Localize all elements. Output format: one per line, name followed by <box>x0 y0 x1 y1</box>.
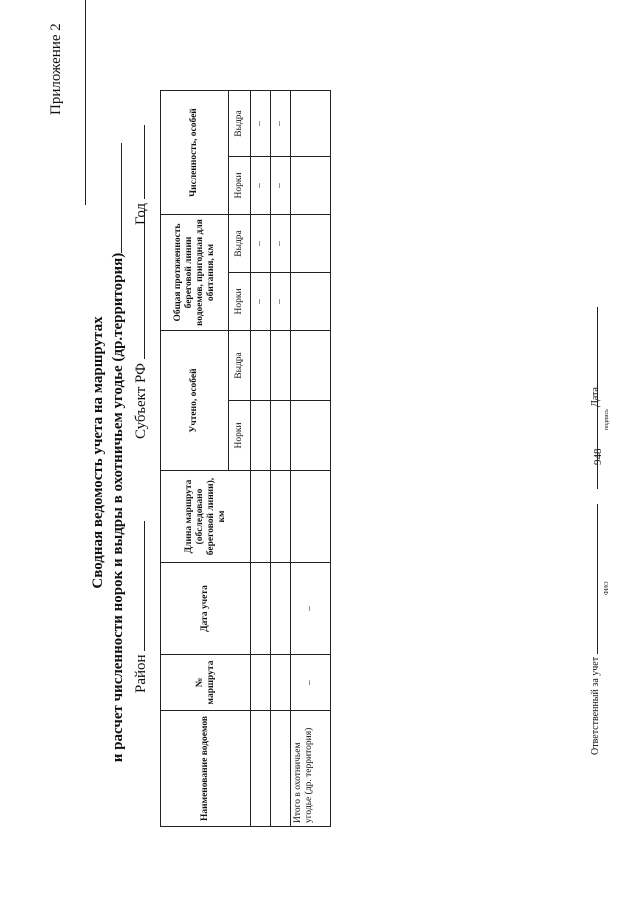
year-blank <box>144 125 145 199</box>
year-label: Год <box>133 202 149 225</box>
table-cell: – <box>251 273 271 331</box>
document-subtitle <box>110 0 127 905</box>
table-cell <box>251 655 271 711</box>
subheader-otter: Выдра <box>229 215 251 273</box>
table-cell <box>251 563 271 655</box>
district-label: Район <box>133 654 149 693</box>
total-route-dash: – <box>291 655 331 711</box>
district-field <box>133 521 150 693</box>
date-blank <box>597 307 598 385</box>
header-population: Численность, особей <box>161 91 229 215</box>
territory-blank <box>121 143 122 253</box>
table-cell <box>271 401 291 471</box>
table-cell: – <box>271 215 291 273</box>
table-cell <box>291 331 331 401</box>
appendix-underline <box>85 0 86 205</box>
responsible-label: Ответственный за учет <box>590 656 601 755</box>
table-cell: – <box>251 215 271 273</box>
table-cell <box>291 273 331 331</box>
table-cell <box>251 331 271 401</box>
subheader-mink: Норки <box>229 157 251 215</box>
table-cell <box>271 563 291 655</box>
page-number: 948 <box>592 448 604 465</box>
table-row <box>251 91 271 827</box>
table-cell <box>291 471 331 563</box>
subheader-mink: Норки <box>229 401 251 471</box>
document-title: Сводная ведомость учета на маршрутах <box>90 316 106 589</box>
subject-field <box>133 209 150 439</box>
table-cell: – <box>271 91 291 157</box>
total-label: Итого в охотничьем угодье (др. территория) <box>291 711 331 827</box>
subheader-otter: Выдра <box>229 91 251 157</box>
district-blank <box>144 521 145 651</box>
date-field <box>590 307 601 407</box>
table-cell: – <box>251 157 271 215</box>
table-cell <box>291 91 331 157</box>
total-row <box>291 91 331 827</box>
table-cell: – <box>271 273 291 331</box>
table-cell: – <box>271 157 291 215</box>
table-cell <box>291 215 331 273</box>
table-cell <box>251 711 271 827</box>
table-row <box>271 91 291 827</box>
appendix-label: Приложение 2 <box>48 23 64 115</box>
document-subtitle-text: и расчет численности норок и выдры в охотничьем угодье (др.территория) <box>110 252 126 763</box>
table-cell <box>251 471 271 563</box>
table-cell <box>251 401 271 471</box>
date-label: Дата <box>590 387 601 407</box>
header-date: Дата учета <box>161 563 251 655</box>
table-cell <box>271 331 291 401</box>
fio-blank <box>597 504 598 654</box>
fio-caption: ФИО <box>604 581 610 595</box>
year-field <box>133 125 150 225</box>
table-cell <box>271 471 291 563</box>
subheader-otter: Выдра <box>229 331 251 401</box>
table-cell <box>291 401 331 471</box>
subject-blank <box>144 209 145 359</box>
subheader-mink: Норки <box>229 273 251 331</box>
header-shoreline: Общая протяженность береговой линии водоемов, пригодная для обитания, км <box>161 215 229 331</box>
header-water-name: Наименование водоемов <box>161 711 251 827</box>
table-cell <box>271 655 291 711</box>
header-route-length: Длина маршрута (обследовано береговой линии), км <box>161 471 251 563</box>
census-table <box>160 90 331 827</box>
header-route-number: № маршрута <box>161 655 251 711</box>
table-cell <box>291 157 331 215</box>
header-counted: Учтено, особей <box>161 331 229 471</box>
total-date-dash: – <box>291 563 331 655</box>
table-cell <box>271 711 291 827</box>
table-cell: – <box>251 91 271 157</box>
sign-caption: подпись <box>604 409 610 430</box>
subject-label: Субъект РФ <box>133 363 149 439</box>
